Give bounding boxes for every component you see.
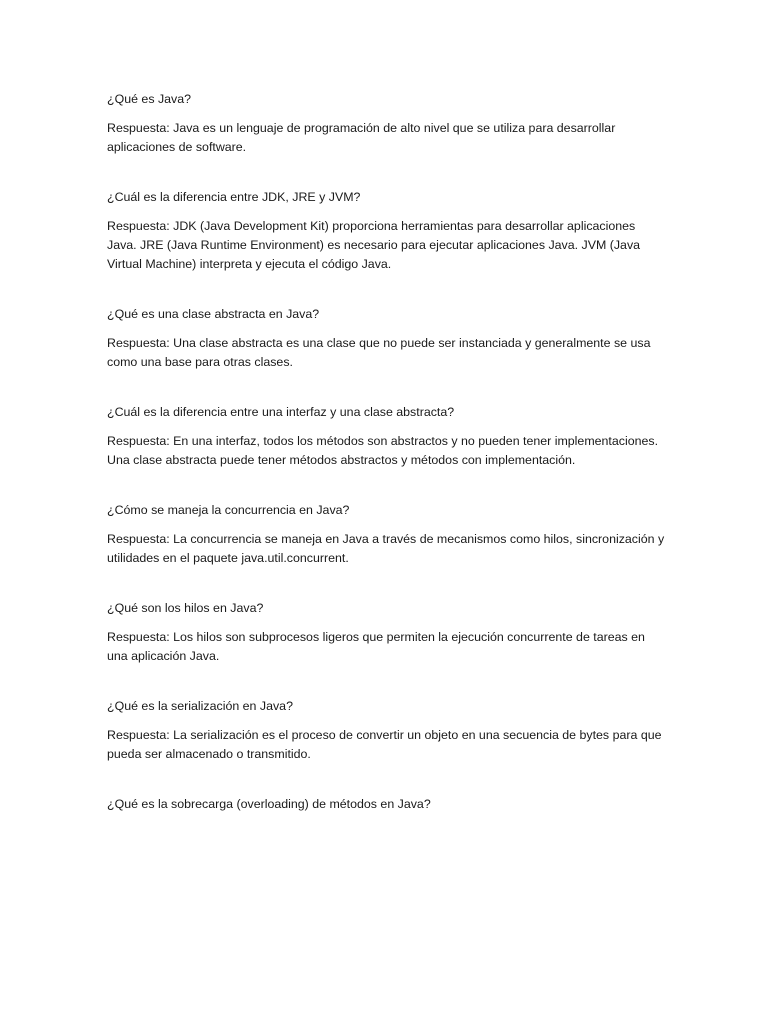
question-text: ¿Cuál es la diferencia entre JDK, JRE y JVM? bbox=[107, 190, 361, 204]
qa-item bbox=[107, 795, 667, 814]
question-text: ¿Qué es la sobrecarga (overloading) de métodos en Java? bbox=[107, 797, 431, 811]
qa-item bbox=[107, 305, 667, 372]
question-text: ¿Qué es Java? bbox=[107, 92, 192, 106]
qa-item bbox=[107, 697, 667, 764]
question-text: ¿Cuál es la diferencia entre una interfaz y una clase abstracta? bbox=[107, 405, 455, 419]
answer-text: Respuesta: Los hilos son subprocesos ligeros que permiten la ejecución concurrente de tareas en una aplicación Java. bbox=[107, 630, 645, 663]
question-text: ¿Qué es una clase abstracta en Java? bbox=[107, 307, 320, 321]
document-content bbox=[107, 90, 667, 845]
question-text: ¿Cómo se maneja la concurrencia en Java? bbox=[107, 503, 350, 517]
qa-item bbox=[107, 403, 667, 470]
qa-item bbox=[107, 188, 667, 274]
answer-text: Respuesta: La concurrencia se maneja en Java a través de mecanismos como hilos, sincronización y utilidades en el paquete java.util.concurrent. bbox=[107, 532, 665, 565]
qa-item bbox=[107, 599, 667, 666]
answer-text: Respuesta: Java es un lenguaje de programación de alto nivel que se utiliza para desarrollar aplicaciones de software. bbox=[107, 121, 616, 154]
question-text: ¿Qué son los hilos en Java? bbox=[107, 601, 264, 615]
answer-text: Respuesta: JDK (Java Development Kit) proporciona herramientas para desarrollar aplicaciones Java. JRE (Java Runtime Environment) es necesario para ejecutar aplicaciones Java. JVM (Java Virtual Machine) interpreta y ejecuta el código Java. bbox=[107, 219, 641, 271]
question-text: ¿Qué es la serialización en Java? bbox=[107, 699, 293, 713]
answer-text: Respuesta: Una clase abstracta es una clase que no puede ser instanciada y generalmente se usa como una base para otras clases. bbox=[107, 336, 651, 369]
qa-item bbox=[107, 501, 667, 568]
qa-item bbox=[107, 90, 667, 157]
answer-text: Respuesta: La serialización es el proceso de convertir un objeto en una secuencia de bytes para que pueda ser almacenado o transmitido. bbox=[107, 728, 662, 761]
answer-text: Respuesta: En una interfaz, todos los métodos son abstractos y no pueden tener implementaciones. Una clase abstracta puede tener métodos abstractos y métodos con implementación. bbox=[107, 434, 659, 467]
